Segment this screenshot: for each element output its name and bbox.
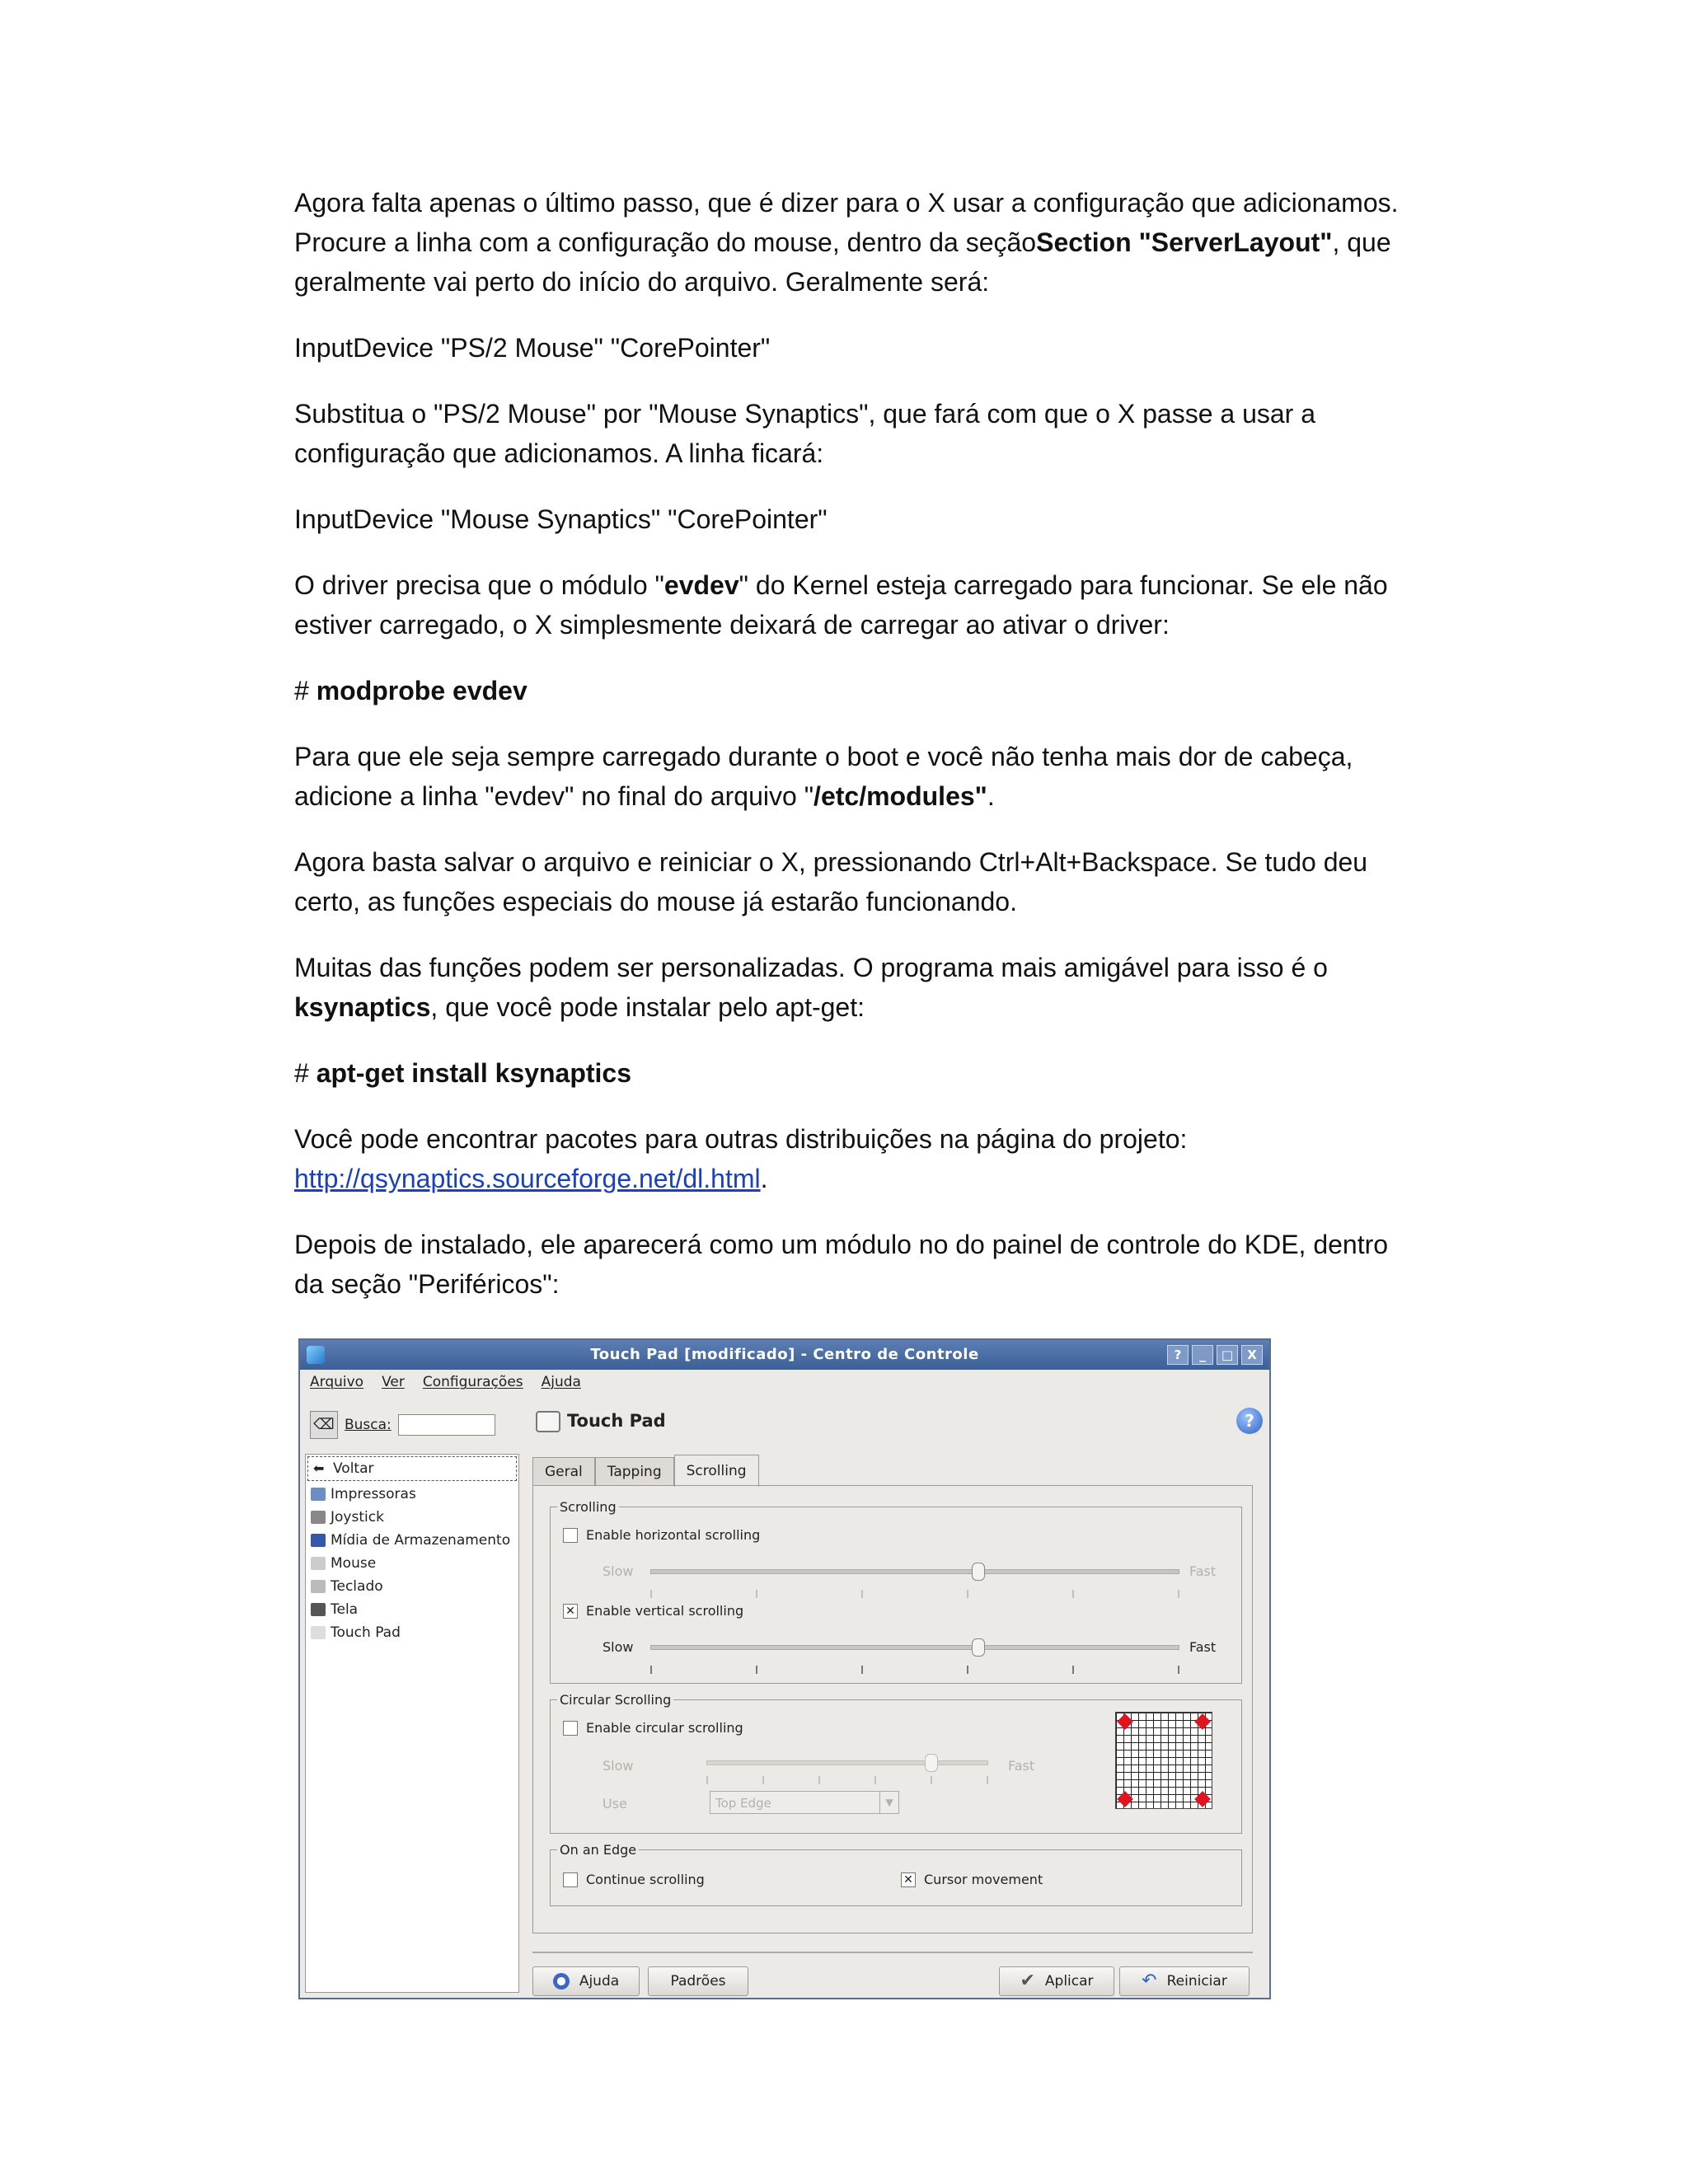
kde-control-center-window (298, 1338, 1271, 1999)
module-title: Touch Pad (567, 1411, 666, 1431)
slider-tick (650, 1590, 652, 1598)
touchpad-icon (311, 1626, 326, 1639)
code-line-2: InputDevice "Mouse Synaptics" "CorePointer" (294, 504, 828, 534)
paragraph-3: O driver precisa que o módulo "evdev" do Kernel esteja carregado para funcionar. Se ele não estiver carregado, o X simplesmente deixará de carregar ao ativar o driver: (294, 570, 1388, 640)
chevron-down-icon: ▼ (879, 1792, 898, 1813)
touchpad-icon (536, 1411, 560, 1432)
edge-group-title: On an Edge (560, 1842, 637, 1858)
module-item-midia[interactable]: Mídia de Armazenamento (306, 1529, 518, 1552)
slider-tick (861, 1666, 863, 1674)
circular-speed-slider[interactable] (706, 1760, 988, 1765)
left-panel (305, 1399, 519, 1993)
checkmark-icon: ✔ (1020, 1971, 1035, 1991)
paragraph-5: Agora basta salvar o arquivo e reiniciar o X, pressionando Ctrl+Alt+Backspace. Se tudo deu certo, as funções especiais do mouse já estarão funcionando. (294, 847, 1368, 916)
help-button[interactable]: Ajuda (532, 1966, 640, 1996)
button-separator (532, 1952, 1253, 1953)
defaults-button[interactable]: Padrões (648, 1966, 748, 1996)
horizontal-scrolling-checkbox[interactable]: Enable horizontal scrolling (563, 1527, 760, 1543)
menu-configuracoes[interactable]: Configurações (422, 1374, 523, 1390)
paragraph-8: Depois de instalado, ele aparecerá como um módulo no do painel de controle do KDE, dentro da seção "Periféricos": (294, 1230, 1389, 1299)
paragraph-1: Agora falta apenas o último passo, que é dizer para o X usar a configuração que adicionamos. Procure a linha com a configuração do mouse, dentro da seçãoSection "ServerLayout", que geralmente vai perto do início do arquivo. Geralmente será: (294, 188, 1399, 297)
scrolling-group-title: Scrolling (560, 1499, 617, 1515)
document-body (294, 183, 1399, 1304)
title-bar[interactable] (300, 1340, 1269, 1370)
help-window-button[interactable]: ? (1167, 1345, 1189, 1365)
menu-bar (300, 1370, 1269, 1394)
module-item-impressoras[interactable]: Impressoras (306, 1483, 518, 1506)
clear-search-icon[interactable]: ⌫ (310, 1411, 338, 1439)
vertical-speed-slider[interactable] (650, 1645, 1179, 1650)
module-item-touchpad[interactable]: Touch Pad (306, 1621, 518, 1644)
paragraph-7: Você pode encontrar pacotes para outras distribuições na página do projeto: http://qsynaptics.sourceforge.net/dl.html. (294, 1124, 1188, 1193)
maximize-button[interactable]: □ (1217, 1345, 1238, 1365)
slider-tick (1178, 1590, 1179, 1598)
button-bar (532, 1966, 1253, 1999)
slider-tick (861, 1590, 863, 1598)
tab-bar (532, 1454, 759, 1485)
vertical-scrolling-checkbox[interactable]: ✕ Enable vertical scrolling (563, 1603, 743, 1619)
menu-arquivo[interactable]: Arquivo (310, 1374, 364, 1390)
module-item-teclado[interactable]: Teclado (306, 1575, 518, 1598)
module-item-tela[interactable]: Tela (306, 1598, 518, 1621)
slider-tick (987, 1776, 988, 1784)
window-controls (1167, 1345, 1263, 1365)
tab-scrolling[interactable]: Scrolling (674, 1455, 759, 1487)
slider-tick (818, 1776, 820, 1784)
checkbox-box: ✕ (901, 1872, 916, 1887)
slider-tick (756, 1590, 757, 1598)
help-icon[interactable]: ? (1236, 1408, 1263, 1434)
monitor-icon (311, 1603, 326, 1616)
module-item-mouse[interactable]: Mouse (306, 1552, 518, 1575)
h-fast-label: Fast (1189, 1563, 1217, 1579)
slider-tick (762, 1776, 764, 1784)
scrolling-tab-panel (532, 1485, 1253, 1933)
v-fast-label: Fast (1189, 1639, 1217, 1655)
corner-marker-icon (1194, 1713, 1211, 1730)
slider-tick (1072, 1666, 1074, 1674)
checkbox-box: ✕ (563, 1604, 578, 1619)
circular-use-label: Use (603, 1796, 627, 1811)
module-list (305, 1454, 519, 1993)
v-slow-label: Slow (603, 1639, 634, 1655)
circular-fast-label: Fast (1008, 1758, 1035, 1774)
circular-group-title: Circular Scrolling (560, 1692, 672, 1708)
reset-button[interactable]: ↶ Reiniciar (1119, 1966, 1250, 1996)
mouse-icon (311, 1557, 326, 1570)
storage-icon (311, 1534, 326, 1547)
corner-marker-icon (1117, 1713, 1133, 1730)
command-2: # apt-get install ksynaptics (294, 1058, 632, 1088)
keyboard-icon (311, 1580, 326, 1593)
circular-area-grid[interactable] (1115, 1712, 1212, 1809)
paragraph-4: Para que ele seja sempre carregado durante o boot e você não tenha mais dor de cabeça, adicione a linha "evdev" no final do arquivo "/etc/modules". (294, 742, 1353, 811)
lifebuoy-icon (553, 1973, 570, 1990)
checkbox-box (563, 1872, 578, 1887)
menu-ajuda[interactable]: Ajuda (541, 1374, 581, 1390)
corner-marker-icon (1194, 1791, 1211, 1807)
slider-tick (650, 1666, 652, 1674)
minimize-button[interactable]: _ (1192, 1345, 1213, 1365)
cursor-movement-checkbox[interactable]: ✕ Cursor movement (901, 1872, 1043, 1887)
command-1: # modprobe evdev (294, 676, 528, 705)
circular-speed-handle[interactable] (925, 1754, 938, 1772)
module-item-voltar[interactable]: ⬅ Voltar (307, 1456, 517, 1481)
apply-button[interactable]: ✔ Aplicar (999, 1966, 1114, 1996)
close-button[interactable]: X (1241, 1345, 1263, 1365)
circular-scrolling-checkbox[interactable]: Enable circular scrolling (563, 1720, 743, 1736)
module-item-joystick[interactable]: Joystick (306, 1506, 518, 1529)
slider-tick (1178, 1666, 1179, 1674)
horizontal-speed-slider[interactable] (650, 1569, 1179, 1574)
joystick-icon (311, 1511, 326, 1524)
h-slow-label: Slow (603, 1563, 634, 1579)
tab-geral[interactable]: Geral (532, 1457, 595, 1486)
search-row (310, 1406, 516, 1444)
slider-tick (874, 1776, 876, 1784)
slider-tick (706, 1776, 708, 1784)
slider-tick (967, 1666, 968, 1674)
corner-marker-icon (1117, 1791, 1133, 1807)
paragraph-2: Substitua o "PS/2 Mouse" por "Mouse Synaptics", que fará com que o X passe a usar a configuração que adicionamos. A linha ficará: (294, 399, 1315, 468)
paragraph-6: Muitas das funções podem ser personalizadas. O programa mais amigável para isso é o ksynaptics, que você pode instalar pelo apt-get: (294, 953, 1328, 1022)
search-input[interactable] (398, 1414, 495, 1436)
code-line-1: InputDevice "PS/2 Mouse" "CorePointer" (294, 333, 771, 363)
printer-icon (311, 1488, 326, 1501)
circular-slow-label: Slow (603, 1758, 634, 1774)
module-header (532, 1406, 1264, 1436)
horizontal-speed-handle[interactable] (972, 1563, 985, 1581)
edge-combo[interactable]: Top Edge ▼ (710, 1791, 899, 1814)
module-area (532, 1399, 1264, 1993)
tab-tapping[interactable]: Tapping (595, 1457, 674, 1486)
checkbox-box (563, 1721, 578, 1736)
undo-icon: ↶ (1142, 1971, 1157, 1991)
slider-tick (967, 1590, 968, 1598)
search-label: Busca: (345, 1417, 392, 1433)
slider-tick (756, 1666, 757, 1674)
continue-scrolling-checkbox[interactable]: Continue scrolling (563, 1872, 705, 1887)
back-arrow-icon: ⬅ (313, 1460, 325, 1476)
slider-tick (1072, 1590, 1074, 1598)
slider-tick (931, 1776, 932, 1784)
checkbox-box (563, 1528, 578, 1543)
menu-ver[interactable]: Ver (382, 1374, 405, 1390)
vertical-speed-handle[interactable] (972, 1638, 985, 1657)
window-title: Touch Pad [modificado] - Centro de Controle (590, 1346, 979, 1363)
project-link[interactable]: http://qsynaptics.sourceforge.net/dl.html (294, 1164, 761, 1193)
